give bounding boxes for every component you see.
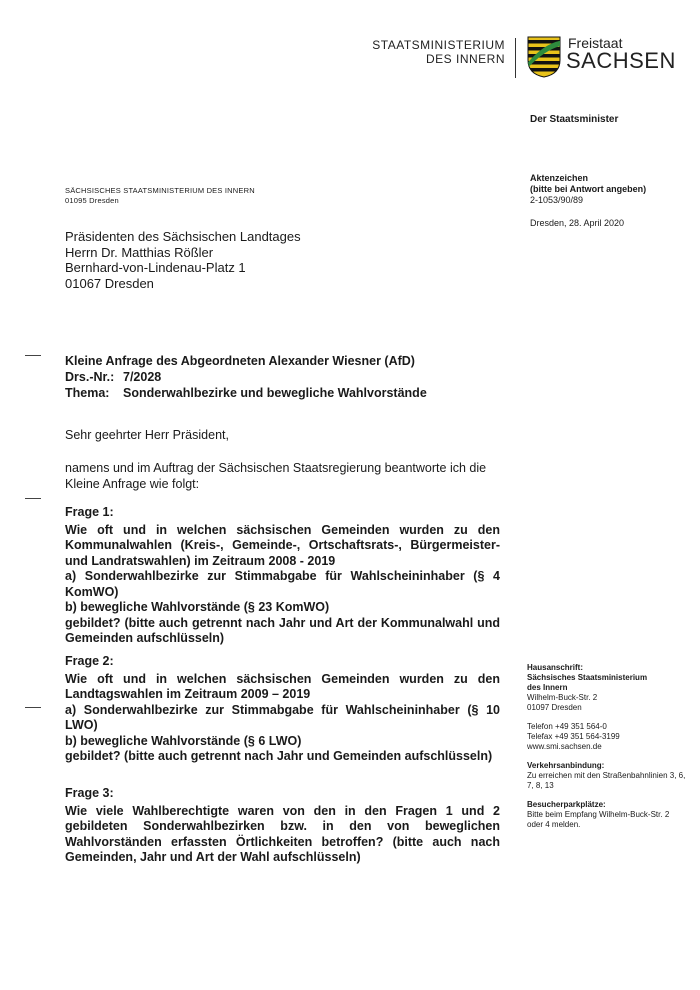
theme-value: Sonderwahlbezirke und bewegliche Wahlvorstände xyxy=(123,386,427,400)
theme-label: Thema: xyxy=(65,386,110,400)
transport-label: Verkehrsanbindung: xyxy=(527,761,605,770)
reference-block xyxy=(530,173,646,206)
question-text: Wie viele Wahlberechtigte waren von den in den Fragen 1 und 2 gebildeten Sonderwahlbezirken bzw. in den von beweglichen Wahlvorständen erfassten Örtlichkeiten betroffen? (bitte auch nach Gemeinden, Jahr und Art der Wahl aufschlüsseln) xyxy=(65,803,500,864)
header-divider xyxy=(515,38,516,78)
reference-label: Aktenzeichen xyxy=(530,173,589,183)
question-text: gebildet? (bitte auch getrennt nach Jahr und Art der Kommunalwahl und Gemeinden aufschlüsseln) xyxy=(65,615,500,645)
fold-mark xyxy=(25,498,41,499)
drs-label: Drs.-Nr.: xyxy=(65,370,115,384)
address-line: des Innern xyxy=(527,683,568,692)
fold-mark xyxy=(25,707,41,708)
fax: Telefax +49 351 564-3199 xyxy=(527,732,620,741)
sender-line xyxy=(65,186,255,205)
sender-city: 01095 Dresden xyxy=(65,195,119,205)
question-text: b) bewegliche Wahlvorstände (§ 23 KomWO) xyxy=(65,600,330,614)
ministry-name xyxy=(330,38,505,66)
address-street: Wilhelm-Buck-Str. 2 xyxy=(527,693,598,702)
website: www.smi.sachsen.de xyxy=(527,742,602,751)
minister-title: Der Staatsminister xyxy=(530,114,619,125)
ministry-line-2: DES INNERN xyxy=(425,52,505,66)
address-city: 01097 Dresden xyxy=(527,703,582,712)
address-line: Sächsisches Staatsministerium xyxy=(527,673,648,682)
fold-mark xyxy=(25,355,41,356)
contact-sidebar xyxy=(527,663,687,839)
intro-paragraph: namens und im Auftrag der Sächsischen Staatsregierung beantworte ich die Kleine Anfrage wie folgt: xyxy=(65,461,487,491)
question-heading: Frage 3: xyxy=(65,786,114,800)
saxony-crest-icon xyxy=(527,36,561,78)
question-text: gebildet? (bitte auch getrennt nach Jahr und Gemeinden aufschlüsseln) xyxy=(65,749,493,763)
question-3 xyxy=(65,786,500,866)
letter-date: Dresden, 28. April 2020 xyxy=(530,218,625,228)
greeting: Sehr geehrter Herr Präsident, xyxy=(65,428,229,442)
parking-text: Bitte beim Empfang Wilhelm-Buck-Str. 2 oder 4 melden. xyxy=(527,810,670,829)
subject-block xyxy=(65,353,427,401)
reference-value: 2-1053/90/89 xyxy=(530,195,584,205)
recipient-line: 01067 Dresden xyxy=(65,275,154,291)
drs-value: 7/2028 xyxy=(123,370,162,384)
address-label: Hausanschrift: xyxy=(527,663,584,672)
reference-note: (bitte bei Antwort angeben) xyxy=(530,184,647,194)
transport-text: Zu erreichen mit den Straßenbahnlinien 3, 6, 7, 8, 13 xyxy=(527,771,686,790)
parking-label: Besucherparkplätze: xyxy=(527,800,606,809)
logo-freistaat: Freistaat xyxy=(568,35,623,51)
question-text: Wie oft und in welchen sächsischen Gemeinden wurden zu den Landtagswahlen im Zeitraum 2009 – 2019 xyxy=(65,671,500,701)
question-1 xyxy=(65,505,500,647)
question-2 xyxy=(65,654,500,765)
question-heading: Frage 2: xyxy=(65,654,114,668)
sender-name: SÄCHSISCHES STAATSMINISTERIUM DES INNERN xyxy=(65,186,255,195)
recipient-address xyxy=(65,229,301,291)
recipient-line: Herrn Dr. Matthias Rößler xyxy=(65,244,214,260)
subject-title: Kleine Anfrage des Abgeordneten Alexander Wiesner (AfD) xyxy=(65,354,415,368)
ministry-line-1: STAATSMINISTERIUM xyxy=(372,38,505,52)
question-text: Wie oft und in welchen sächsischen Gemeinden wurden zu den Kommunalwahlen (Kreis-, Gemeinde-, Ortschaftsrats-, Bürgermeister- und Landratswahlen) im Zeitraum 2008 - 2019 xyxy=(65,522,500,568)
question-text: a) Sonderwahlbezirke zur Stimmabgabe für Wahlscheininhaber (§ 10 LWO) xyxy=(65,702,500,732)
logo-sachsen: SACHSEN xyxy=(566,48,676,73)
question-heading: Frage 1: xyxy=(65,505,114,519)
recipient-line: Bernhard-von-Lindenau-Platz 1 xyxy=(65,260,246,275)
recipient-line: Präsidenten des Sächsischen Landtages xyxy=(65,229,301,244)
question-text: b) bewegliche Wahlvorstände (§ 6 LWO) xyxy=(65,733,302,748)
phone: Telefon +49 351 564-0 xyxy=(527,722,607,731)
question-text: a) Sonderwahlbezirke zur Stimmabgabe für Wahlscheininhaber (§ 4 KomWO) xyxy=(65,569,500,599)
